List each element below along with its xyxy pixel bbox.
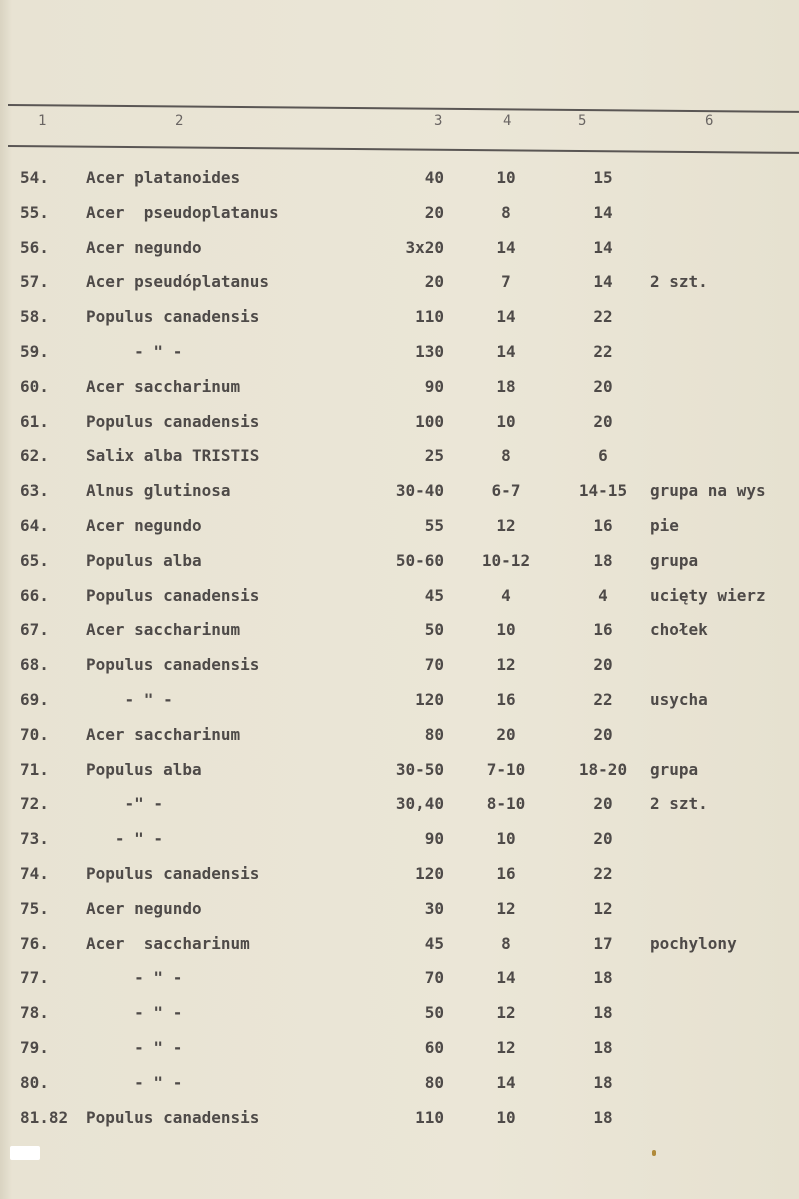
value-col-3: 30-50 [395, 760, 444, 779]
value-col-5: 20 [593, 377, 613, 396]
table-row [0, 377, 799, 407]
table-row [0, 1038, 799, 1068]
remark-col-6: grupa na wys [650, 481, 766, 500]
row-number: 81.82 [20, 1108, 69, 1127]
remark-col-6: grupa [650, 551, 699, 570]
header-bottom-rule [8, 145, 799, 154]
value-col-4: 14 [496, 238, 516, 257]
table-row [0, 899, 799, 929]
value-col-3: 110 [415, 307, 444, 326]
table-row [0, 1003, 799, 1033]
value-col-3: 20 [424, 272, 444, 291]
value-col-3: 50 [424, 1003, 444, 1022]
value-col-3: 25 [424, 446, 444, 465]
value-col-3: 120 [415, 864, 444, 883]
species-name: Populus canadensis [86, 864, 260, 883]
row-number: 60. [20, 377, 49, 396]
value-col-4: 10-12 [481, 551, 531, 570]
value-col-5: 20 [593, 829, 613, 848]
species-name: Populus canadensis [86, 307, 260, 326]
value-col-3: 70 [424, 655, 444, 674]
ink-spot [652, 1150, 656, 1156]
species-name: Acer pseudóplatanus [86, 272, 270, 291]
value-col-3: 30,40 [395, 794, 444, 813]
value-col-4: 14 [496, 342, 516, 361]
species-name: - " - [86, 690, 173, 709]
value-col-4: 8-10 [486, 794, 526, 813]
value-col-5: 18 [593, 1003, 613, 1022]
species-name: Populus alba [86, 551, 202, 570]
table-row [0, 934, 799, 964]
row-number: 67. [20, 620, 49, 639]
value-col-4: 6-7 [491, 481, 521, 500]
value-col-4: 7-10 [486, 760, 526, 779]
value-col-5: 18-20 [578, 760, 628, 779]
value-col-4: 10 [496, 412, 516, 431]
table-row [0, 342, 799, 372]
value-col-5: 18 [593, 551, 613, 570]
value-col-4: 14 [496, 968, 516, 987]
value-col-5: 18 [593, 1108, 613, 1127]
row-number: 75. [20, 899, 49, 918]
species-name: Acer negundo [86, 899, 202, 918]
value-col-4: 7 [501, 272, 511, 291]
species-name: - " - [86, 968, 183, 987]
species-name: Acer negundo [86, 238, 202, 257]
value-col-3: 90 [424, 377, 444, 396]
row-number: 65. [20, 551, 49, 570]
table-row [0, 551, 799, 581]
row-number: 77. [20, 968, 49, 987]
remark-col-6: usycha [650, 690, 708, 709]
value-col-5: 20 [593, 412, 613, 431]
value-col-5: 22 [593, 864, 613, 883]
row-number: 63. [20, 481, 49, 500]
row-number: 66. [20, 586, 49, 605]
value-col-5: 18 [593, 1073, 613, 1092]
species-name: Populus canadensis [86, 655, 260, 674]
table-row [0, 412, 799, 442]
table-row [0, 238, 799, 268]
value-col-3: 50 [424, 620, 444, 639]
table-row [0, 760, 799, 790]
value-col-4: 12 [496, 1003, 516, 1022]
value-col-5: 22 [593, 342, 613, 361]
table-row [0, 620, 799, 650]
table-row [0, 655, 799, 685]
row-number: 76. [20, 934, 49, 953]
table-row [0, 1108, 799, 1138]
value-col-4: 12 [496, 516, 516, 535]
value-col-3: 80 [424, 1073, 444, 1092]
value-col-5: 20 [593, 655, 613, 674]
species-name: Acer pseudoplatanus [86, 203, 279, 222]
table-row [0, 516, 799, 546]
table-row [0, 690, 799, 720]
value-col-4: 12 [496, 899, 516, 918]
species-name: - " - [86, 1003, 183, 1022]
table-row [0, 968, 799, 998]
species-name: Populus alba [86, 760, 202, 779]
table-row [0, 446, 799, 476]
value-col-4: 8 [501, 934, 511, 953]
value-col-3: 30 [424, 899, 444, 918]
value-col-3: 20 [424, 203, 444, 222]
table-row [0, 586, 799, 616]
row-number: 62. [20, 446, 49, 465]
value-col-5: 18 [593, 968, 613, 987]
column-header-1: 1 [38, 113, 47, 129]
species-name: - " - [86, 1073, 183, 1092]
species-name: - " - [86, 342, 183, 361]
row-number: 58. [20, 307, 49, 326]
species-name: Acer negundo [86, 516, 202, 535]
row-number: 59. [20, 342, 49, 361]
species-name: Populus canadensis [86, 1108, 260, 1127]
value-col-4: 18 [496, 377, 516, 396]
value-col-5: 17 [593, 934, 613, 953]
value-col-3: 70 [424, 968, 444, 987]
remark-col-6: 2 szt. [650, 272, 708, 291]
value-col-4: 12 [496, 655, 516, 674]
table-row [0, 829, 799, 859]
value-col-4: 8 [501, 203, 511, 222]
value-col-3: 90 [424, 829, 444, 848]
value-col-5: 14 [593, 238, 613, 257]
value-col-4: 4 [501, 586, 511, 605]
column-header-6: 6 [705, 113, 714, 129]
value-col-3: 60 [424, 1038, 444, 1057]
table-row [0, 1073, 799, 1103]
column-header-4: 4 [503, 113, 512, 129]
header-top-rule [8, 104, 799, 113]
row-number: 61. [20, 412, 49, 431]
table-row [0, 481, 799, 511]
species-name: Acer saccharinum [86, 620, 241, 639]
remark-col-6: grupa [650, 760, 699, 779]
row-number: 56. [20, 238, 49, 257]
row-number: 68. [20, 655, 49, 674]
value-col-5: 16 [593, 516, 613, 535]
value-col-5: 16 [593, 620, 613, 639]
table-row [0, 794, 799, 824]
row-number: 57. [20, 272, 49, 291]
row-number: 69. [20, 690, 49, 709]
species-name: -" - [86, 794, 164, 813]
value-col-3: 50-60 [395, 551, 444, 570]
value-col-3: 55 [424, 516, 444, 535]
value-col-3: 130 [415, 342, 444, 361]
value-col-4: 16 [496, 690, 516, 709]
value-col-5: 22 [593, 307, 613, 326]
value-col-3: 100 [415, 412, 444, 431]
table-row [0, 272, 799, 302]
value-col-5: 14 [593, 272, 613, 291]
row-number: 70. [20, 725, 49, 744]
value-col-3: 45 [424, 934, 444, 953]
row-number: 74. [20, 864, 49, 883]
species-name: Acer saccharinum [86, 934, 250, 953]
value-col-3: 40 [424, 168, 444, 187]
value-col-3: 110 [415, 1108, 444, 1127]
value-col-5: 20 [593, 794, 613, 813]
value-col-3: 3x20 [405, 238, 444, 257]
column-header-2: 2 [175, 113, 184, 129]
row-number: 64. [20, 516, 49, 535]
value-col-5: 6 [598, 446, 608, 465]
species-name: Acer saccharinum [86, 725, 241, 744]
value-col-4: 14 [496, 1073, 516, 1092]
value-col-4: 10 [496, 1108, 516, 1127]
species-name: Acer saccharinum [86, 377, 241, 396]
value-col-4: 14 [496, 307, 516, 326]
species-name: - " - [86, 1038, 183, 1057]
value-col-5: 12 [593, 899, 613, 918]
value-col-3: 80 [424, 725, 444, 744]
remark-col-6: ucięty wierz [650, 586, 766, 605]
value-col-4: 10 [496, 168, 516, 187]
value-col-5: 4 [598, 586, 608, 605]
value-col-4: 10 [496, 620, 516, 639]
row-number: 80. [20, 1073, 49, 1092]
species-name: Alnus glutinosa [86, 481, 231, 500]
value-col-3: 120 [415, 690, 444, 709]
species-name: Populus canadensis [86, 586, 260, 605]
row-number: 54. [20, 168, 49, 187]
value-col-5: 14-15 [578, 481, 628, 500]
row-number: 55. [20, 203, 49, 222]
species-name: Salix alba TRISTIS [86, 446, 260, 465]
table-row [0, 307, 799, 337]
remark-col-6: pie [650, 516, 679, 535]
value-col-4: 8 [501, 446, 511, 465]
table-row [0, 168, 799, 198]
value-col-5: 22 [593, 690, 613, 709]
species-name: Acer platanoides [86, 168, 241, 187]
remark-col-6: pochylony [650, 934, 737, 953]
table-row [0, 864, 799, 894]
table-row [0, 203, 799, 233]
value-col-5: 14 [593, 203, 613, 222]
row-number: 78. [20, 1003, 49, 1022]
value-col-3: 45 [424, 586, 444, 605]
row-number: 73. [20, 829, 49, 848]
value-col-5: 20 [593, 725, 613, 744]
column-header-5: 5 [578, 113, 587, 129]
value-col-4: 12 [496, 1038, 516, 1057]
table-row [0, 725, 799, 755]
value-col-5: 18 [593, 1038, 613, 1057]
value-col-5: 15 [593, 168, 613, 187]
value-col-4: 20 [496, 725, 516, 744]
row-number: 79. [20, 1038, 49, 1057]
value-col-4: 16 [496, 864, 516, 883]
species-name: - " - [86, 829, 164, 848]
remark-col-6: chołek [650, 620, 708, 639]
species-name: Populus canadensis [86, 412, 260, 431]
row-number: 71. [20, 760, 49, 779]
column-header-3: 3 [434, 113, 443, 129]
value-col-4: 10 [496, 829, 516, 848]
paper-mark [10, 1146, 40, 1160]
remark-col-6: 2 szt. [650, 794, 708, 813]
row-number: 72. [20, 794, 49, 813]
value-col-3: 30-40 [395, 481, 444, 500]
